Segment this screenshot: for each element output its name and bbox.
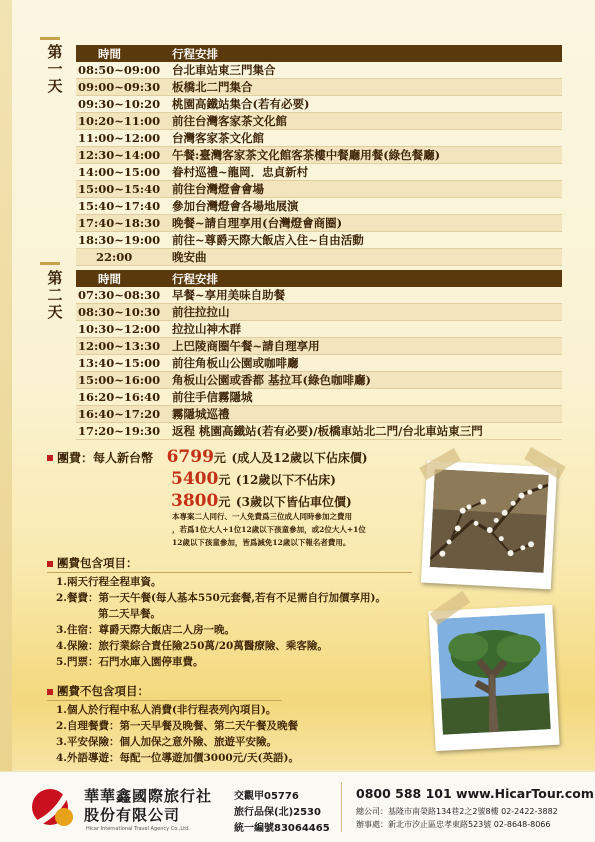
schedule-header xyxy=(76,270,562,287)
pricing-note-line: 12歲以下孩童參加，皆爲減免12歲以下報名者費用。 xyxy=(172,538,351,547)
list-item: 4.保險：旅行業綜合責任險250萬/20萬醫療險、乘客險。 xyxy=(56,640,328,652)
list-item: 2.自理餐費：第一天早餐及晚餐、第二天午餐及晚餐 xyxy=(56,720,298,732)
schedule-time: 12:30~14:00 xyxy=(78,148,161,162)
license-number: 交觀甲05776 xyxy=(234,791,299,802)
schedule-header xyxy=(76,45,562,62)
bullet-square-icon xyxy=(47,561,53,567)
header-plan: 行程安排 xyxy=(172,271,218,286)
price-note: (12歲以下不佔床) xyxy=(235,473,336,487)
schedule-plan: 台北車站東三門集合 xyxy=(172,63,276,77)
pricing-note xyxy=(172,510,422,549)
pricing-note-line: ，若爲1位大人+1位12歲以下孩童參加，或2位大人+1位 xyxy=(172,525,366,534)
schedule-time: 15:00~15:40 xyxy=(78,182,161,196)
schedule-time: 09:30~10:20 xyxy=(78,97,161,111)
day1-label-char: 天 xyxy=(47,77,63,95)
blossom-photo xyxy=(421,461,557,590)
schedule-time: 17:20~19:30 xyxy=(78,424,161,438)
schedule-time: 10:20~11:00 xyxy=(78,114,161,128)
excluded-title xyxy=(47,683,149,699)
quality-assurance-number: 旅行品保(北)2530 xyxy=(234,807,321,818)
schedule-time: 18:30~19:00 xyxy=(78,233,161,247)
list-item: 5.門票：石門水庫入園停車費。 xyxy=(56,656,204,668)
schedule-row xyxy=(76,198,562,215)
day1-schedule xyxy=(76,45,562,266)
schedule-row xyxy=(76,304,562,321)
left-margin-bar xyxy=(0,0,12,842)
schedule-time: 11:00~12:00 xyxy=(78,131,161,145)
schedule-time: 08:50~09:00 xyxy=(78,63,161,77)
schedule-row xyxy=(76,338,562,355)
pricing-line-3 xyxy=(171,491,352,511)
schedule-time: 17:40~18:30 xyxy=(78,216,161,230)
branch-office-address: 辦事處：新北市汐止區忠孝東路523號 02-8648-8066 xyxy=(356,820,551,829)
list-item: 1.個人於行程中私人消費(非行程表列內項目)。 xyxy=(56,704,277,716)
tree-photo xyxy=(428,605,559,751)
schedule-time: 15:00~16:00 xyxy=(78,373,161,387)
list-item: 3.住宿：尊爵天際大飯店二人房一晚。 xyxy=(56,624,235,636)
schedule-time: 07:30~08:30 xyxy=(78,288,161,302)
schedule-row xyxy=(76,215,562,232)
excluded-divider xyxy=(47,700,282,701)
schedule-row xyxy=(76,389,562,406)
company-name: 華華鑫國際旅行社 xyxy=(84,787,213,805)
schedule-time: 16:40~17:20 xyxy=(78,407,161,421)
price-note: (成人及12歲以下佔床價) xyxy=(231,451,368,465)
schedule-row xyxy=(76,96,562,113)
phone-and-website[interactable]: 0800 588 101 www.HicarTour.com xyxy=(356,786,594,801)
schedule-plan: 拉拉山神木群 xyxy=(172,322,241,336)
schedule-plan: 板橋北二門集合 xyxy=(172,80,253,94)
schedule-time: 10:30~12:00 xyxy=(78,322,161,336)
plum-blossom-image xyxy=(430,469,549,573)
list-item: 第二天早餐。 xyxy=(56,608,161,620)
schedule-plan: 晚安曲 xyxy=(172,250,207,264)
pricing-label: 團費：每人新台幣 xyxy=(57,451,154,465)
day2-deco-line xyxy=(40,262,60,265)
schedule-row xyxy=(76,287,562,304)
schedule-row xyxy=(76,372,562,389)
company-logo-icon xyxy=(28,783,78,833)
header-time: 時間 xyxy=(98,271,121,286)
pricing-line-1 xyxy=(47,447,368,467)
schedule-plan: 前往~尊爵天際大飯店入住~自由活動 xyxy=(172,233,364,247)
list-item: 1.兩天行程全程車資。 xyxy=(56,576,162,588)
schedule-time: 15:40~17:40 xyxy=(78,199,161,213)
schedule-plan: 前往拉拉山 xyxy=(172,305,230,319)
schedule-row xyxy=(76,232,562,249)
schedule-time: 12:00~13:30 xyxy=(78,339,161,353)
included-title xyxy=(47,555,138,571)
price-unit: 元 xyxy=(218,473,231,487)
included-title-text: 團費包含項目： xyxy=(57,556,138,570)
schedule-plan: 霧隱城巡禮 xyxy=(172,407,230,421)
schedule-time: 09:00~09:30 xyxy=(78,80,161,94)
schedule-row xyxy=(76,62,562,79)
tax-id-number: 統一編號83064465 xyxy=(234,823,330,834)
schedule-plan: 台灣客家茶文化館 xyxy=(172,131,264,145)
day1-deco-line xyxy=(40,37,60,40)
price-value: 5400 xyxy=(171,469,219,489)
schedule-plan: 上巴陵商圈午餐~請自理享用 xyxy=(172,339,320,353)
schedule-plan: 早餐~享用美味自助餐 xyxy=(172,288,286,302)
schedule-row xyxy=(76,113,562,130)
header-plan: 行程安排 xyxy=(172,46,218,61)
price-note: (3歲以下皆佔車位價) xyxy=(235,495,352,509)
list-item: 2.餐費：第一天午餐(每人基本550元套餐,若有不足需自行加價享用)。 xyxy=(56,592,386,604)
schedule-plan: 前往台灣客家茶文化館 xyxy=(172,114,287,128)
schedule-row xyxy=(76,181,562,198)
schedule-row xyxy=(76,321,562,338)
schedule-row xyxy=(76,406,562,423)
schedule-plan: 角板山公園或香都 基拉耳(綠色咖啡廳) xyxy=(172,373,371,387)
header-time: 時間 xyxy=(98,46,121,61)
schedule-row xyxy=(76,423,562,440)
day1-label-char: 第 xyxy=(47,43,63,61)
schedule-row xyxy=(76,355,562,372)
schedule-plan: 桃園高鐵站集合(若有必要) xyxy=(172,97,310,111)
included-divider xyxy=(47,572,412,573)
schedule-time: 16:20~16:40 xyxy=(78,390,161,404)
list-item: 4.外語導遊：每配一位導遊加價3000元/天(英語)。 xyxy=(56,752,299,764)
excluded-title-text: 團費不包含項目： xyxy=(57,684,149,698)
schedule-row xyxy=(76,130,562,147)
company-name-suffix: 股份有限公司 xyxy=(84,806,181,824)
schedule-plan: 前往角板山公園或咖啡廳 xyxy=(172,356,299,370)
bullet-square-icon xyxy=(47,455,53,461)
schedule-row xyxy=(76,147,562,164)
day2-label-char: 第 xyxy=(47,269,63,287)
schedule-row xyxy=(76,249,562,266)
bullet-square-icon xyxy=(47,689,53,695)
day1-label-char: 一 xyxy=(47,60,63,78)
price-unit: 元 xyxy=(218,495,231,509)
price-unit: 元 xyxy=(213,451,226,465)
schedule-plan: 參加台灣燈會各場地展演 xyxy=(172,199,299,213)
day2-label-char: 天 xyxy=(47,303,63,321)
footer-divider xyxy=(341,782,342,832)
schedule-plan: 返程 桃園高鐵站(若有必要)/板橋車站北二門/台北車站東三門 xyxy=(172,424,483,438)
list-item: 3.平安保險：個人加保之意外險、旅遊平安險。 xyxy=(56,736,277,748)
schedule-row xyxy=(76,164,562,181)
schedule-plan: 前往台灣燈會會場 xyxy=(172,182,264,196)
schedule-time: 14:00~15:00 xyxy=(78,165,161,179)
pricing-line-2 xyxy=(171,469,336,489)
day2-label xyxy=(46,270,64,321)
company-name-en: Hicar International Travel Agency Co.,Ltd. xyxy=(86,826,190,832)
excluded-list xyxy=(56,702,299,766)
schedule-plan: 眷村巡禮~龍岡．忠貞新村 xyxy=(172,165,309,179)
included-list xyxy=(56,574,386,670)
schedule-time: 13:40~15:00 xyxy=(78,356,161,370)
day2-schedule xyxy=(76,270,562,440)
schedule-time: 22:00 xyxy=(96,250,133,264)
schedule-plan: 前往手信霧隱城 xyxy=(172,390,253,404)
price-value: 3800 xyxy=(171,491,219,511)
schedule-plan: 午餐:臺灣客家茶文化館客茶樓中餐廳用餐(綠色餐廳) xyxy=(172,148,441,162)
schedule-time: 08:30~10:30 xyxy=(78,305,161,319)
giant-tree-image xyxy=(437,613,551,734)
schedule-plan: 晚餐~請自理享用(台灣燈會商圈) xyxy=(172,216,343,230)
pricing-note-line: 本專案二人同行、一人免費爲三位成人同時參加之費用 xyxy=(172,512,352,521)
day1-label xyxy=(46,44,64,95)
schedule-row xyxy=(76,79,562,96)
head-office-address: 總公司：基隆市南榮路134巷2之2號8樓 02-2422-3882 xyxy=(356,807,558,816)
day2-label-char: 二 xyxy=(47,286,63,304)
price-value: 6799 xyxy=(166,447,214,467)
